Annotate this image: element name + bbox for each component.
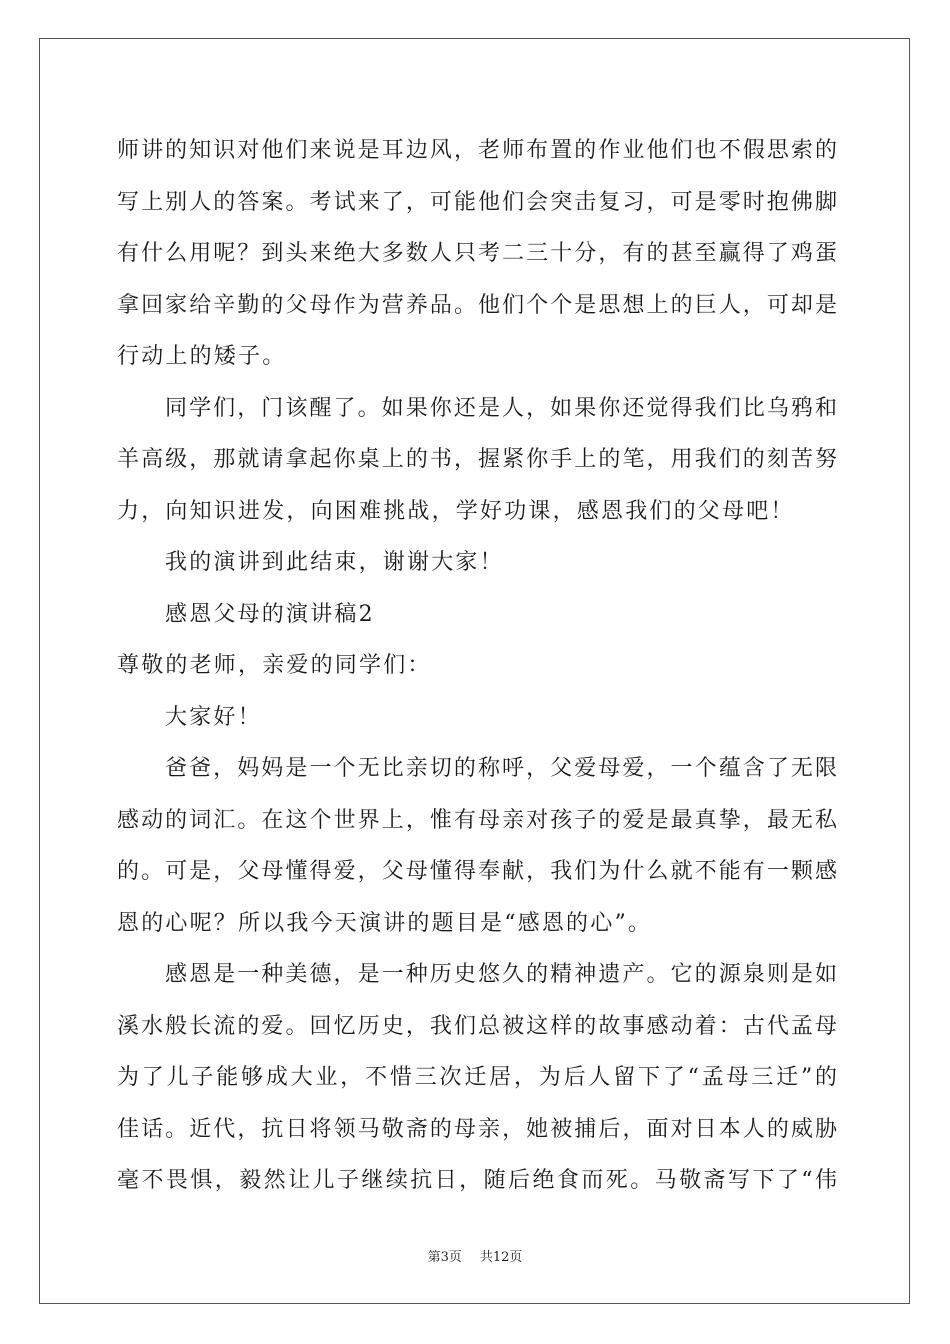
text-line: 尊敬的老师，亲爱的同学们： — [117, 653, 432, 678]
text-line: 有什么用呢？到头来绝大多数人只考二三十分，有的甚至赢得了鸡蛋 — [117, 241, 837, 266]
page-total: 共12页 — [479, 1250, 523, 1265]
page-footer — [0, 1246, 950, 1265]
text-line: 我的演讲到此结束，谢谢大家！ — [165, 550, 504, 575]
text-line: 的。可是，父母懂得爱，父母懂得奉献，我们为什么就不能有一颗感 — [117, 859, 837, 884]
text-line: 同学们，门该醒了。如果你还是人，如果你还觉得我们比乌鸦和 — [165, 395, 837, 421]
text-line: 拿回家给辛勤的父母作为营养品。他们个个是思想上的巨人，可却是 — [117, 292, 837, 318]
text-line: 行动上的矮子。 — [117, 344, 287, 369]
text-line: 毫不畏惧，毅然让儿子继续抗日，随后绝食而死。马敬斋写下了“伟 — [117, 1168, 837, 1193]
text-line: 感恩父母的演讲稿2 — [165, 601, 375, 627]
text-line: 师讲的知识对他们来说是耳边风，老师布置的作业他们也不假思索的 — [117, 138, 837, 163]
text-line: 为了儿子能够成大业，不惜三次迁居，为后人留下了“孟母三迁”的 — [117, 1065, 837, 1090]
text-line: 大家好！ — [165, 704, 262, 730]
text-line: 恩的心呢？所以我今天演讲的题目是“感恩的心”。 — [117, 910, 653, 936]
text-line: 感恩是一种美德，是一种历史悠久的精神遗产。它的源泉则是如 — [165, 962, 837, 987]
document-body — [117, 128, 837, 1210]
text-line: 爸爸，妈妈是一个无比亲切的称呼，父爱母爱，一个蕴含了无限 — [165, 756, 837, 781]
text-line: 写上别人的答案。考试来了，可能他们会突击复习，可是零时抱佛脚 — [117, 189, 837, 215]
text-line: 羊高级，那就请拿起你桌上的书，握紧你手上的笔，用我们的刻苦努 — [117, 447, 837, 472]
text-line: 力，向知识进发，向困难挑战，学好功课，感恩我们的父母吧！ — [117, 498, 795, 524]
text-line: 溪水般长流的爱。回忆历史，我们总被这样的故事感动着：古代孟母 — [117, 1013, 837, 1039]
page-number: 第3页 — [427, 1250, 462, 1265]
text-line: 感动的词汇。在这个世界上，惟有母亲对孩子的爱是最真挚，最无私 — [117, 807, 837, 833]
text-line: 佳话。近代，抗日将领马敬斋的母亲，她被捕后，面对日本人的威胁 — [117, 1116, 837, 1142]
